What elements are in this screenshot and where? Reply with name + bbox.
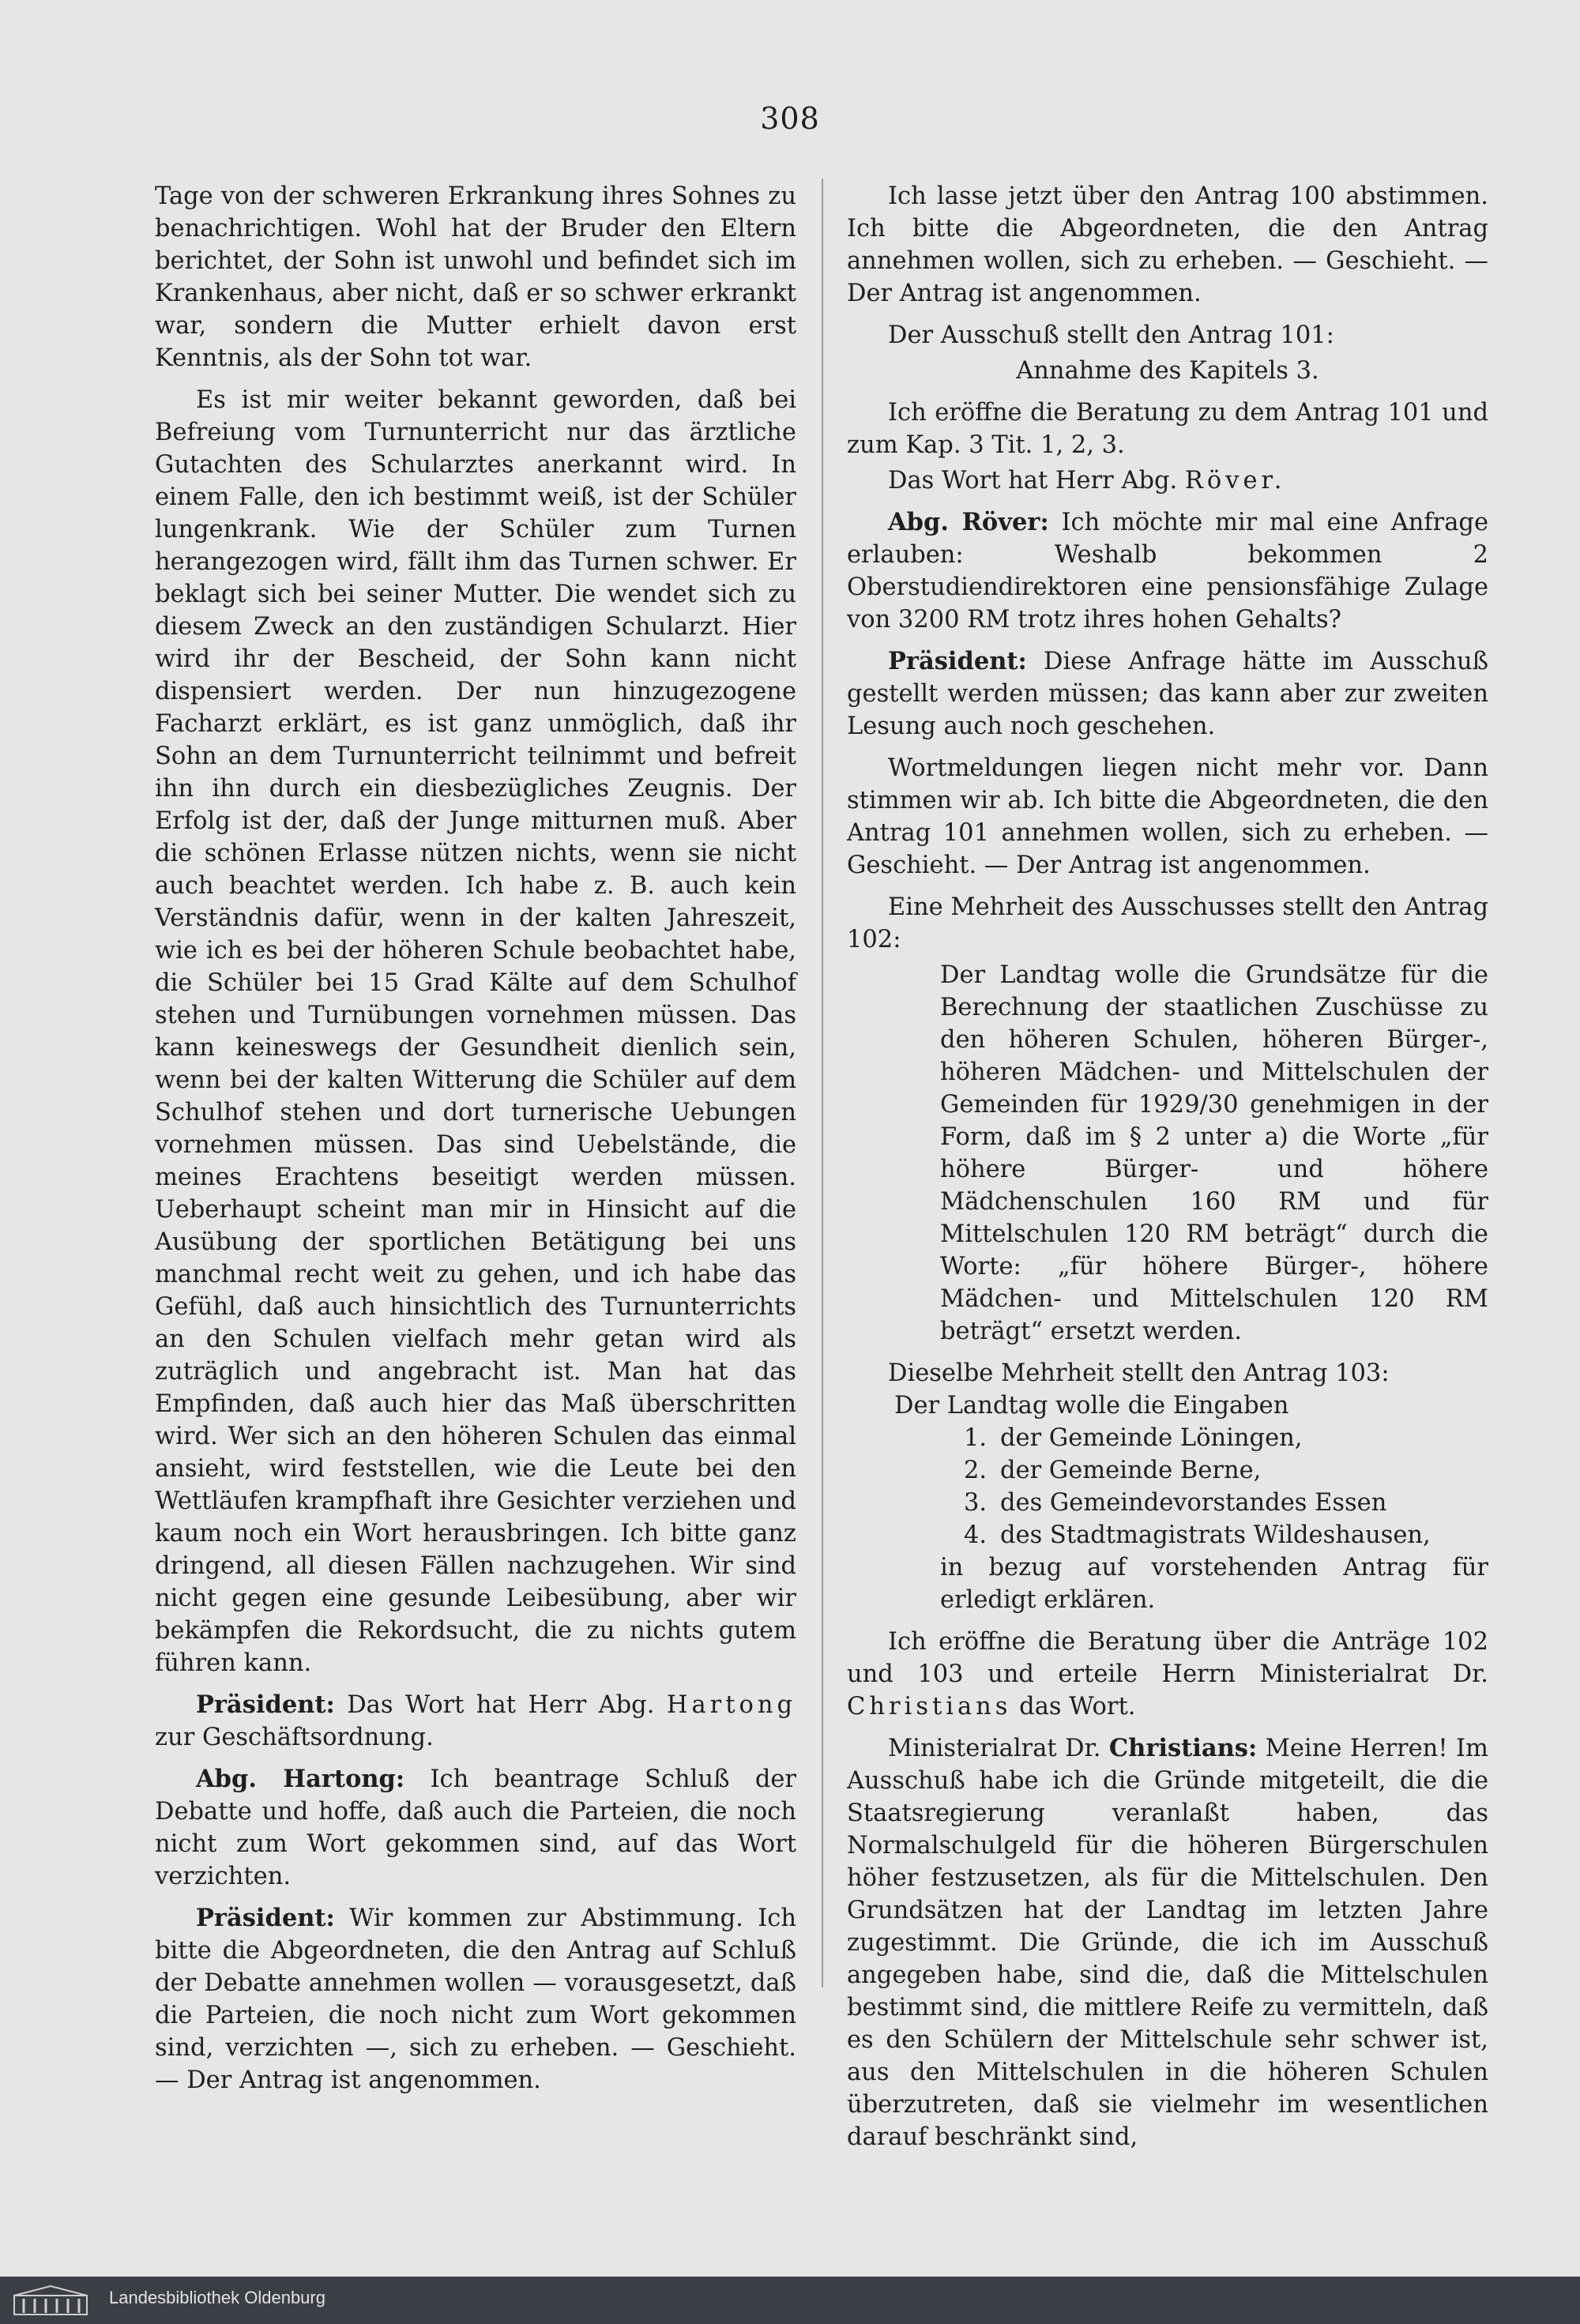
list-item: 1. der Gemeinde Löningen, xyxy=(964,1424,1303,1452)
motion-text: Der Landtag wolle die Grundsätze für die Berechnung der staatlichen Zuschüsse zu den höheren Schulen, höheren Bürger-, höheren Mädchen- und Mittelschulen der Gemeinden für 1929/30 genehmigen in der Form, daß im § 2 unter a) die Worte „für höhere Bürger- und höhere Mädchenschulen 160 RM und für Mittelschulen 120 RM beträgt“ durch die Worte: „für höhere Bürger-, höhere Mädchen- und Mittelschulen 120 RM beträgt“ ersetzt werden. xyxy=(940,961,1488,1345)
paragraph: Tage von der schweren Erkrankung ihres Sohnes zu benachrichtigen. Wohl hat der Bruder den Eltern berichtet, der Sohn ist unwohl und befindet sich im Krankenhaus, aber nicht, daß er so schwer erkrankt war, sondern die Mutter erhielt davon erst Kenntnis, als der Sohn tot war. xyxy=(155,182,796,372)
paragraph: Ich lasse jetzt über den Antrag 100 abstimmen. Ich bitte die Abgeordneten, die den Antrag annehmen wollen, sich zu erheben. — Geschieht. — Der Antrag ist angenommen. xyxy=(847,182,1488,307)
footer-bar xyxy=(0,2277,1580,2324)
speaker-name: Abg. Hartong: xyxy=(196,1765,405,1793)
paragraph: Eine Mehrheit des Ausschusses stellt den Antrag 102: xyxy=(847,893,1488,953)
column-divider xyxy=(822,179,823,1987)
paragraph: Wortmeldungen liegen nicht mehr vor. Dann stimmen wir ab. Ich bitte die Abgeordneten, die den Antrag 101 annehmen wollen, sich zu erheben. — Geschieht. — Der Antrag ist angenommen. xyxy=(847,754,1488,879)
paragraph: Es ist mir weiter bekannt geworden, daß bei Befreiung vom Turnunterricht nur das ärztliche Gutachten des Schularztes anerkannt wird. In einem Falle, den ich bestimmt weiß, ist der Schüler lungenkrank. Wie der Schüler zum Turnen herangezogen wird, fällt ihm das Turnen schwer. Er beklagt sich bei seiner Mutter. Die wendet sich zu diesem Zweck an den zuständigen Schularzt. Hier wird ihr der Bescheid, der Sohn kann nicht dispensiert werden. Der nun hinzugezogene Facharzt erklärt, es ist ganz unmöglich, daß ihr Sohn an dem Turnunterricht teilnimmt und befreit ihn ihn durch ein diesbezügliches Zeugnis. Der Erfolg ist der, daß der Junge mitturnen muß. Aber die schönen Erlasse nützen nichts, wenn sie nicht auch beachtet werden. Ich habe z. B. auch kein Verständnis dafür, wenn in der kalten Jahreszeit, wie ich es bei der höheren Schule beobachtet habe, die Schüler bei 15 Grad Kälte auf dem Schulhof stehen und Turnübungen vornehmen müssen. Das kann keineswegs der Gesundheit dienlich sein, wenn bei der kalten Witterung die Schüler auf dem Schulhof stehen und dort turnerische Uebungen vornehmen müssen. Das sind Uebelstände, die meines Erachtens beseitigt werden müssen. Ueberhaupt scheint man mir in Hinsicht auf die Ausübung der sportlichen Betätigung bei uns manchmal recht weit zu gehen, und ich habe das Gefühl, daß auch hinsichtlich des Turnunterrichts an den Schulen vielfach mehr getan wird als zuträglich und angebracht ist. Man hat das Empfinden, daß auch hier das Maß überschritten wird. Wer sich an den höheren Schulen das einmal ansieht, wird feststellen, wie die Leute bei den Wettläufen krampfhaft ihre Gesichter verziehen und kaum noch ein Wort herausbringen. Ich bitte ganz dringend, all diesen Fällen nachzugehen. Wir sind nicht gegen eine gesunde Leibesübung, aber wir bekämpfen die Rekordsucht, die zu nichts gutem führen kann. xyxy=(155,386,796,1677)
motion-text: Der Landtag wolle die Eingaben xyxy=(894,1392,1289,1420)
motion-text: Annahme des Kapitels 3. xyxy=(1016,357,1319,385)
speech-hartong: Abg. Hartong: Ich beantrage Schluß der Debatte und hoffe, daß auch die Parteien, die noch nicht zum Wort gekommen sind, auf das Wort verzichten. xyxy=(155,1765,796,1890)
motion-text: in bezug auf vorstehenden Antrag für erledigt erklären. xyxy=(940,1554,1488,1614)
speaker-name: Präsident: xyxy=(196,1904,335,1932)
list-item: 2. der Gemeinde Berne, xyxy=(964,1457,1262,1484)
speaker-name: Präsident: xyxy=(888,647,1027,675)
library-name: Landesbibliothek Oldenburg xyxy=(109,2288,325,2307)
petition-list xyxy=(847,1422,1488,1551)
paragraph: Dieselbe Mehrheit stellt den Antrag 103: xyxy=(888,1359,1390,1387)
speech-roever: Abg. Röver: Ich möchte mir mal eine Anfrage erlauben: Weshalb bekommen 2 Oberstudiendirektoren eine pensionsfähige Zulage von 3200 RM trotz ihres hohen Gehalts? xyxy=(847,508,1488,634)
left-column xyxy=(155,180,796,2106)
speech-christians: Ministerialrat Dr. Christians: Meine Herren! Im Ausschuß habe ich die Gründe mitgeteilt, die die Staatsregierung veranlaßt haben, das Normalschulgeld für die höheren Bürgerschulen höher festzusetzen, als für die Mittelschulen. Den Grundsätzen hat der Landtag im letzten Jahre zugestimmt. Die Gründe, die ich im Ausschuß angegeben habe, sind die, daß die Mittelschulen bestimmt sind, die mittlere Reife zu vermitteln, daß es den Schülern der Mittelschule sehr schwer ist, aus den Mittelschulen in die höheren Schulen überzutreten, daß sie vielmehr im wesentlichen darauf beschränkt sind, xyxy=(847,1734,1488,2151)
speech-praesident: Präsident: Diese Anfrage hätte im Ausschuß gestellt werden müssen; das kann aber zur zweiten Lesung auch noch geschehen. xyxy=(847,647,1488,740)
library-building-icon xyxy=(11,2283,90,2318)
speech-praesident: Präsident: Das Wort hat Herr Abg. Hartong zur Geschäftsordnung. xyxy=(155,1690,796,1751)
spaced-name: Röver. xyxy=(1184,467,1286,495)
page-number: 308 xyxy=(760,101,820,136)
paragraph: Ich eröffne die Beratung zu dem Antrag 101 und zum Kap. 3 Tit. 1, 2, 3. xyxy=(847,399,1488,459)
speech-praesident: Präsident: Wir kommen zur Abstimmung. Ich bitte die Abgeordneten, die den Antrag auf Schluß der Debatte annehmen wollen — vorausgesetzt, daß die Parteien, die noch nicht zum Wort gekommen sind, verzichten —, sich zu erheben. — Geschieht. — Der Antrag ist angenommen. xyxy=(155,1904,797,2094)
spaced-name: Christians xyxy=(847,1693,1012,1720)
paragraph: Das Wort hat Herr Abg. Röver. xyxy=(888,467,1286,495)
list-item: 4. des Stadtmagistrats Wildeshausen, xyxy=(964,1521,1431,1549)
spaced-name: Hartong xyxy=(666,1691,796,1719)
speaker-name: Christians: xyxy=(1108,1734,1258,1762)
paragraph: Ich eröffne die Beratung über die Anträge 102 und 103 und erteile Herrn Ministerialrat Dr. Christians das Wort. xyxy=(847,1628,1488,1720)
list-item: 3. des Gemeindevorstandes Essen xyxy=(964,1489,1387,1517)
speaker-name: Präsident: xyxy=(196,1690,335,1719)
right-column xyxy=(847,180,1488,2163)
speaker-name: Abg. Röver: xyxy=(888,508,1049,536)
paragraph: Der Ausschuß stellt den Antrag 101: xyxy=(888,322,1334,349)
